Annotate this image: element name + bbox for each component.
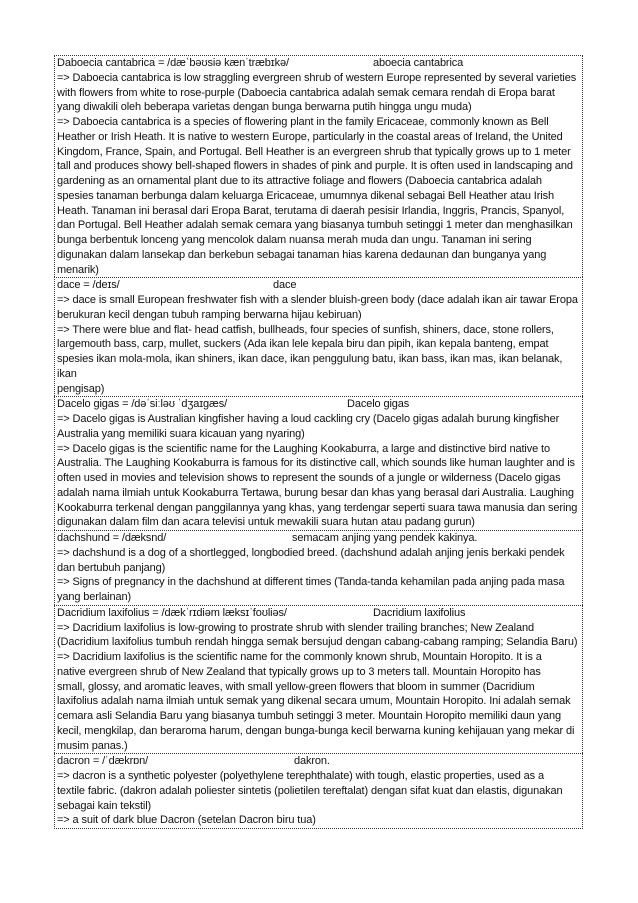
dictionary-entry (54, 530, 583, 605)
entry-text-line: yang berlainan) (57, 591, 132, 603)
entry-text-line: native evergreen shrub of New Zealand that typically grows up to 3 meters tall. Mountain Horopito has (57, 665, 541, 678)
entry-term: Dacridium laxifolius = /dækˈrɪdiəm læksɪˈfoʊliəs/ (57, 606, 287, 619)
entry-text-line: => Dacridium laxifolius is low-growing to prostrate shrub with slender trailing branches; New Zealand (57, 621, 534, 634)
entry-text-line: => Daboecia cantabrica is low straggling evergreen shrub of western Europe represented by several varieties (57, 71, 577, 84)
entry-text-line: cemara asli Selandia Baru yang biasanya tumbuh setinggi 3 meter. Mountain Horopito memiliki daun yang (57, 710, 561, 722)
entry-text-line: berukuran kecil dengan tubuh ramping berwarna hijau kebiruan) (57, 308, 362, 321)
entry-text-line: laxifolius adalah nama ilmiah untuk semak yang dikenal secara umum, Mountain Horopito. Ini adalah semak (57, 695, 571, 708)
entry-text-line: digunakan dalam film dan acara televisi untuk mewakili suara hutan atau padang gurun) (57, 516, 475, 529)
entry-text-line: => dachshund is a dog of a shortlegged, longbodied breed. (dachshund adalah anjing jenis berkaki pendek (57, 546, 565, 559)
entry-text-line: textile fabric. (dakron adalah poliester sintetis (polietilen tereftalat) dengan sifat kuat dan elastis, digunakan (57, 784, 563, 797)
entry-text-line: yang diwakili oleh beberapa varietas dengan bunga berwarna putih hingga ungu muda) (57, 101, 472, 114)
entry-text-line: menarik) (57, 263, 99, 276)
entry-text-line: small, glossy, and aromatic leaves, with small yellow-green flowers that bloom in summer (Dacridium (57, 680, 535, 693)
entry-term: Dacelo gigas = /dəˈsiːləʊ ˈdʒaɪgæs/ (57, 398, 228, 411)
dictionary-entry (54, 753, 583, 829)
entry-text-line: (Dacridium laxifolius tumbuh rendah hingga semak bersujud dengan cabang-cabang ramping; Selandia Baru) (57, 636, 578, 649)
entry-text-line: Kingdom, France, Spain, and Portugal. Bell Heather is an evergreen shrub that typically grows up to 1 meter (57, 145, 571, 158)
entry-text-line: musim panas.) (57, 739, 128, 752)
entry-text-line: => a suit of dark blue Dacron (setelan Dacron biru tua) (57, 814, 316, 827)
entry-text-line: largemouth bass, carp, mullet, suckers (Ada ikan lele kepala biru dan pipih, ikan kepala banteng, empat (57, 338, 549, 351)
dictionary-entry (54, 396, 583, 530)
entry-text-line: => Dacridium laxifolius is the scientific name for the commonly known shrub, Mountain Horopito. It is a (57, 651, 542, 663)
entry-text-line: spesies tanaman berbunga dalam keluarga Ericaceae, umumnya dikenal sebagai Bell Heather atau Irish (57, 189, 554, 202)
entry-text-line: => Signs of pregnancy in the dachshund at different times (Tanda-tanda kehamilan pada anjing pada masa (57, 576, 565, 589)
dictionary-entry (54, 605, 583, 754)
entry-text-line: dan bertubuh panjang) (57, 561, 166, 574)
entry-text-line: dan Portugal. Bell Heather adalah semak cemara yang biasanya tumbuh setinggi 1 meter dan menghasilkan (57, 219, 573, 232)
entry-text-line: gardening as an ornamental plant due to its attractive foliage and flowers (Daboecia cantabrica adalah (57, 175, 542, 187)
entry-text-line: Heather or Irish Heath. It is native to western Europe, particularly in the coastal areas of Ireland, the United (57, 130, 563, 143)
entry-headword-row (57, 606, 581, 621)
entry-translation: Dacridium laxifolius (373, 606, 466, 619)
entry-text-line: often used in movies and television shows to represent the sounds of a jungle or wilderness (Dacelo gigas (57, 472, 561, 484)
entry-text-line: kecil, mengkilap, dan beraroma harum, dengan bunga-bunga kecil berwarna kuning kehijauan yang mekar di (57, 724, 575, 737)
entry-term: dace = /deɪs/ (57, 279, 120, 292)
entry-translation: dace (273, 279, 297, 292)
entry-headword-row (57, 397, 581, 412)
entry-text-line: => dace is small European freshwater fish with a slender bluish-green body (dace adalah ikan air tawar Eropa (57, 294, 578, 306)
entry-text-line: with flowers from white to rose-purple (Daboecia cantabrica adalah semak cemara rendah di Eropa barat (57, 86, 555, 99)
entry-text-line: Australia yang memiliki suara kicauan yang nyaring) (57, 427, 305, 440)
entry-text-line: => Dacelo gigas is Australian kingfisher having a loud cackling cry (Dacelo gigas adalah burung kingfisher (57, 413, 560, 425)
entry-text-line: adalah nama ilmiah untuk Kookaburra Tertawa, burung besar dan khas yang berasal dari Australia. Laughing (57, 486, 574, 499)
entry-text-line: Australia. The Laughing Kookaburra is famous for its distinctive call, which sounds like human laughter and is (57, 457, 575, 470)
entry-text-line: spesies ikan mola-mola, ikan shiners, ikan dace, ikan penggulung batu, ikan bass, ikan mas, ikan belanak, ikan (57, 353, 563, 380)
dictionary-entry (54, 277, 583, 396)
entry-headword-row (57, 754, 581, 769)
entry-text-line: Kookaburra terkenal dengan panggilannya yang khas, yang terdengar seperti suara tawa manusia dan sering (57, 501, 578, 514)
entry-headword-row (57, 531, 581, 546)
entry-text-line: sebagai kain tekstil) (57, 799, 152, 812)
entry-term: dachshund = /dæksnd/ (57, 532, 167, 544)
entry-text-line: => dacron is a synthetic polyester (polyethylene terephthalate) with tough, elastic properties, used as a (57, 770, 544, 782)
entry-translation: aboecia cantabrica (373, 57, 464, 69)
dictionary-page (54, 55, 583, 829)
entry-text-line: tall and produces showy bell-shaped flowers in shades of pink and purple. It is often used in landscaping and (57, 160, 573, 173)
entry-translation: semacam anjing yang pendek kakinya. (292, 532, 478, 544)
entry-headword-row (57, 278, 581, 293)
entry-text-line: bunga berbentuk lonceng yang mencolok dalam nuansa merah muda dan ungu. Tanaman ini sering (57, 234, 532, 246)
entry-text-line: pengisap) (57, 382, 105, 395)
entry-text-line: => Dacelo gigas is the scientific name for the Laughing Kookaburra, a large and distinctive bird native to (57, 442, 550, 455)
entry-translation: Dacelo gigas (347, 398, 410, 411)
entry-headword-row (57, 56, 581, 71)
entry-term: dacron = /ˈdækrɒn/ (57, 755, 149, 768)
entry-term: Daboecia cantabrica = /dæˈbəʊsiə kænˈtræbɪkə/ (57, 57, 289, 69)
entry-text-line: => Daboecia cantabrica is a species of flowering plant in the family Ericaceae, commonly known as Bell (57, 116, 549, 128)
entry-text-line: => There were blue and flat- head catfish, bullheads, four species of sunfish, shiners, dace, stone rollers, (57, 323, 554, 336)
dictionary-entry (54, 55, 583, 277)
entry-text-line: Heath. Tanaman ini berasal dari Eropa Barat, terutama di daerah pesisir Irlandia, Inggris, Prancis, Spanyol, (57, 204, 565, 217)
entry-text-line: digunakan dalam lansekap dan berkebun sebagai tanaman hias karena dedaunan dan bunganya yang (57, 248, 547, 261)
entry-translation: dakron. (294, 755, 330, 768)
